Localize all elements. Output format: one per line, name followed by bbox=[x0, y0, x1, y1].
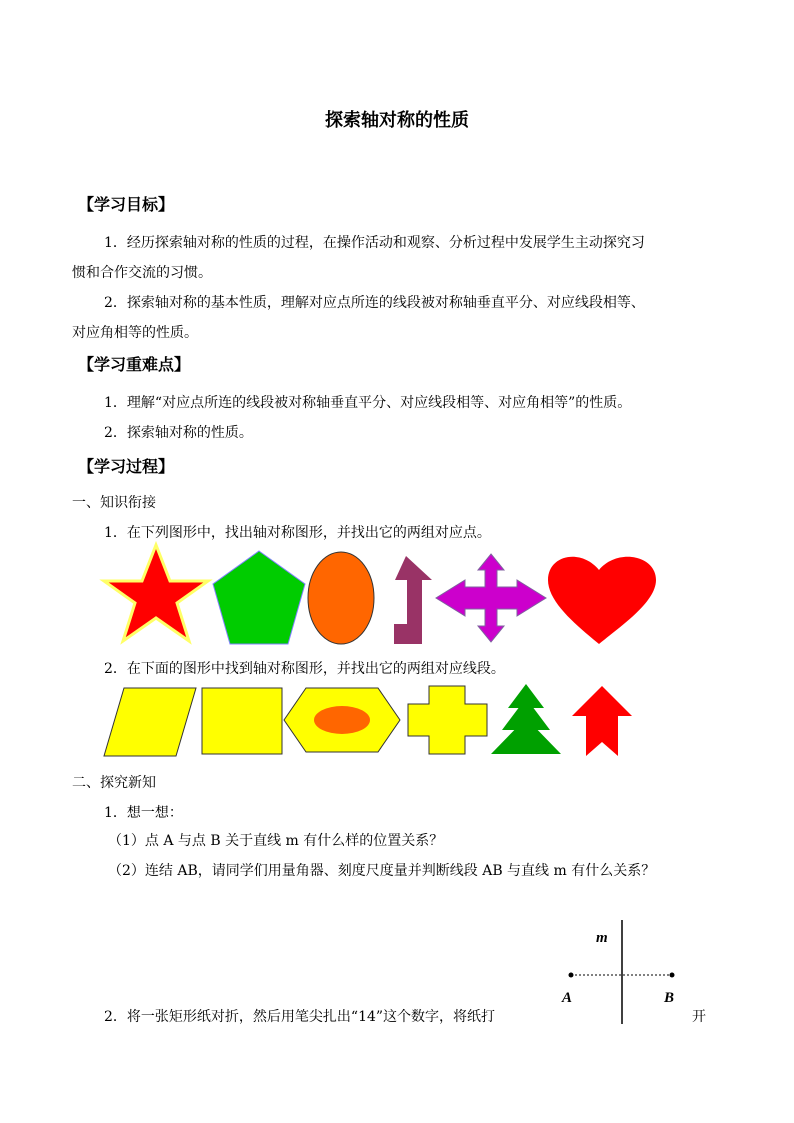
parallelogram-shape bbox=[104, 688, 196, 756]
hexagon-with-oval-shape bbox=[284, 688, 400, 752]
point-a bbox=[569, 973, 574, 978]
goal-1-line-1: 1．经历探索轴对称的性质的过程，在操作活动和观察、分析过程中发展学生主动探究习 bbox=[104, 235, 645, 251]
question-2: 2．在下面的图形中找到轴对称图形，并找出它的两组对应线段。 bbox=[104, 661, 505, 677]
key-point-1: 1．理解“对应点所连的线段被对称轴垂直平分、对应线段相等、对应角相等”的性质。 bbox=[104, 395, 632, 411]
pentagon-shape bbox=[213, 551, 305, 644]
task-2-tail: 开 bbox=[692, 1009, 706, 1025]
up-arrow-shape bbox=[572, 686, 632, 756]
label-b: B bbox=[664, 990, 675, 1006]
shapes-row-2 bbox=[96, 680, 646, 760]
think-prompt: 1．想一想： bbox=[104, 805, 183, 821]
bent-arrow-shape bbox=[394, 556, 432, 644]
goal-2-line-2: 对应角相等的性质。 bbox=[72, 325, 198, 341]
cross-arrows-shape bbox=[436, 554, 546, 642]
part-2-title: 二、探究新知 bbox=[72, 775, 156, 791]
label-a: A bbox=[562, 990, 573, 1006]
star-shape bbox=[104, 545, 208, 641]
label-m: m bbox=[596, 930, 608, 946]
goal-1-line-2: 惯和合作交流的习惯。 bbox=[72, 265, 212, 281]
plus-shape bbox=[408, 686, 487, 754]
part-1-title: 一、知识衔接 bbox=[72, 495, 156, 511]
section-heading-process: 【学习过程】 bbox=[78, 457, 175, 476]
sub-question-1: （1）点 A 与点 B 关于直线 m 有什么样的位置关系？ bbox=[108, 833, 444, 849]
square-shape bbox=[202, 688, 282, 754]
symmetry-diagram bbox=[556, 918, 686, 1028]
page-title: 探索轴对称的性质 bbox=[325, 110, 469, 131]
point-b bbox=[670, 973, 675, 978]
heart-shape bbox=[548, 557, 656, 644]
question-1: 1．在下列图形中，找出轴对称图形，并找出它的两组对应点。 bbox=[104, 525, 491, 541]
task-2: 2．将一张矩形纸对折，然后用笔尖扎出“14”这个数字，将纸打 bbox=[104, 1009, 496, 1025]
tree-shape bbox=[491, 684, 561, 754]
key-point-2: 2．探索轴对称的性质。 bbox=[104, 425, 253, 441]
sub-question-2: （2）连结 AB，请同学们用量角器、刻度尺度量并判断线段 AB 与直线 m 有什么关系？ bbox=[108, 863, 656, 879]
ellipse-shape bbox=[308, 552, 374, 644]
section-heading-key-points: 【学习重难点】 bbox=[78, 355, 191, 374]
section-heading-goals: 【学习目标】 bbox=[78, 195, 175, 214]
shapes-row-1 bbox=[96, 540, 666, 652]
goal-2-line-1: 2．探索轴对称的基本性质，理解对应点所连的线段被对称轴垂直平分、对应线段相等、 bbox=[104, 295, 645, 311]
